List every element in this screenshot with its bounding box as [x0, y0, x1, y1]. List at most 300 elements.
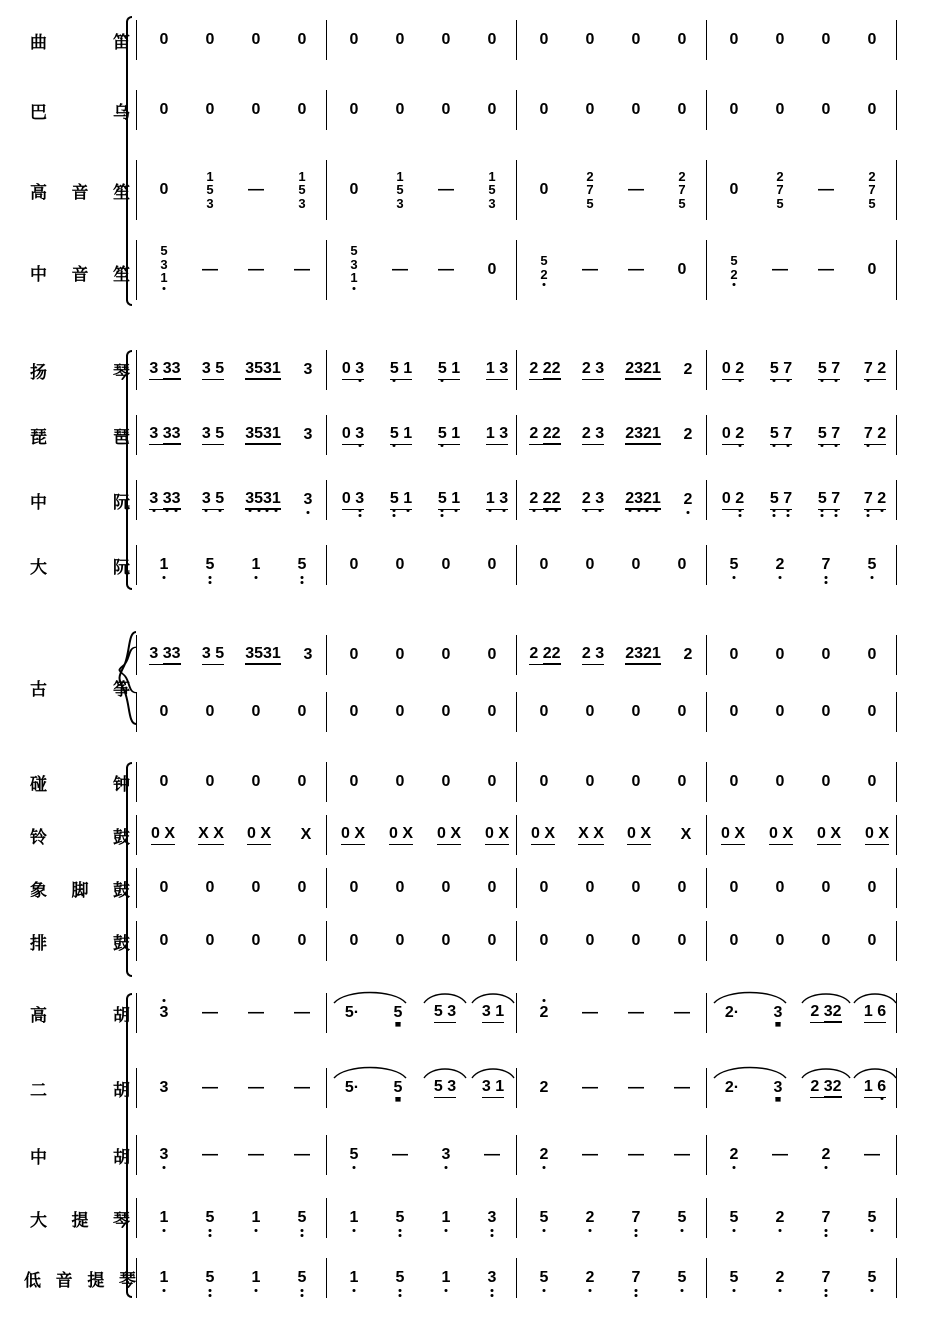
- note-cell: 0: [297, 773, 307, 790]
- note-cell: 5 7: [760, 350, 802, 390]
- note-cell: 0: [205, 932, 215, 949]
- instrument-name-daruan: 大 阮: [30, 557, 130, 577]
- instrument-name-zhongruan: 中 阮: [30, 492, 130, 512]
- note-cell: 0 X: [474, 815, 520, 855]
- note-cell: 0: [775, 879, 785, 896]
- note-cell: —: [628, 261, 644, 278]
- note-cell: 3 33: [140, 350, 190, 390]
- row-zhongruan: [0, 480, 947, 520]
- note-cell: 7: [631, 1269, 641, 1286]
- note-cell: 0: [539, 773, 549, 790]
- note-cell: 3531: [236, 480, 290, 520]
- note-cell: 1: [159, 556, 169, 573]
- note-cell: 2 32: [800, 993, 852, 1033]
- note-cell: 3 33: [140, 415, 190, 455]
- note-cell: 2·: [724, 1079, 740, 1096]
- note-cell: 0: [729, 31, 739, 48]
- row-daruan: [0, 545, 947, 585]
- note-cell: 3531: [236, 415, 290, 455]
- note-cell: 5 1: [380, 415, 422, 455]
- note-cell: 5: [349, 1146, 359, 1163]
- row-guzheng-lower: [0, 692, 947, 732]
- note-chord: 2 7 5: [678, 168, 686, 211]
- note-cell: 0: [729, 181, 739, 198]
- instrument-name-pengzhong: 碰 钟: [30, 774, 130, 794]
- note-cell: 0: [585, 31, 595, 48]
- note-cell: 0: [729, 703, 739, 720]
- note-cell: 0: [585, 101, 595, 118]
- note-cell: 5: [205, 1269, 215, 1286]
- note-cell: 0: [441, 703, 451, 720]
- note-cell: 7 2: [854, 480, 896, 520]
- note-cell: 0: [159, 773, 169, 790]
- note-cell: 3 33: [140, 635, 190, 675]
- note-cell: 0: [775, 773, 785, 790]
- note-cell: 1 3: [476, 415, 518, 455]
- note-cell: 0: [729, 932, 739, 949]
- staff-diyintiqin: [136, 1258, 929, 1298]
- note-cell: —: [248, 1146, 264, 1163]
- instrument-name-erhu: 二 胡: [30, 1080, 130, 1100]
- note-cell: 0: [251, 879, 261, 896]
- note-chord: 1 5 3: [298, 168, 306, 211]
- instrument-name-xiangjiaogu: 象 脚 鼓: [30, 880, 130, 900]
- note-cell: 0: [395, 101, 405, 118]
- staff-erhu: [136, 1068, 929, 1108]
- note-cell: 0 X: [758, 815, 804, 855]
- note-cell: 2: [775, 1269, 785, 1286]
- note-cell: 5: [867, 1209, 877, 1226]
- note-cell: 0: [349, 181, 359, 198]
- staff-datiqin: [136, 1198, 929, 1238]
- note-cell: 0 X: [426, 815, 472, 855]
- note-cell: 0: [821, 879, 831, 896]
- note-cell: 2: [775, 556, 785, 573]
- note-cell: —: [582, 261, 598, 278]
- note-cell: 5: [867, 1269, 877, 1286]
- note-cell: —: [294, 1146, 310, 1163]
- note-chord: 1 5 3: [206, 168, 214, 211]
- note-cell: 3: [303, 361, 313, 378]
- note-cell: 0: [775, 703, 785, 720]
- note-cell: 7: [631, 1209, 641, 1226]
- note-cell: 5: [867, 556, 877, 573]
- note-chord: 2 7 5: [776, 168, 784, 211]
- instrument-name-datiqin: 大 提 琴: [30, 1210, 130, 1230]
- note-cell: 0: [349, 31, 359, 48]
- note-cell: 0 3: [332, 480, 374, 520]
- note-cell: 0: [159, 181, 169, 198]
- note-cell: 2 22: [520, 350, 570, 390]
- note-cell: 1: [349, 1269, 359, 1286]
- staff-qudi: [136, 20, 929, 60]
- note-cell: 3: [773, 1004, 783, 1021]
- note-cell: 0: [441, 879, 451, 896]
- note-cell: —: [248, 181, 264, 198]
- note-cell: 0: [867, 773, 877, 790]
- note-cell: 0: [349, 879, 359, 896]
- note-cell: 0: [349, 773, 359, 790]
- note-cell: 0: [487, 879, 497, 896]
- note-cell: —: [202, 1079, 218, 1096]
- note-cell: 2 22: [520, 635, 570, 675]
- note-cell: 0: [585, 703, 595, 720]
- note-cell: 5: [297, 1209, 307, 1226]
- note-cell: X: [300, 826, 312, 843]
- instrument-name-bawu: 巴 乌: [30, 102, 130, 122]
- note-cell: 0: [349, 556, 359, 573]
- note-cell: 0: [297, 879, 307, 896]
- note-cell: 0: [251, 932, 261, 949]
- note-cell: 0: [159, 31, 169, 48]
- staff-gaohu: [136, 993, 929, 1033]
- note-cell: —: [628, 1079, 644, 1096]
- note-cell: 3: [159, 1004, 169, 1021]
- note-cell: —: [294, 1079, 310, 1096]
- note-cell: 0: [821, 703, 831, 720]
- note-cell: 0: [205, 101, 215, 118]
- note-cell: 0 X: [616, 815, 662, 855]
- note-cell: 0: [159, 101, 169, 118]
- note-cell: 0: [251, 101, 261, 118]
- instrument-name-zhonghu: 中 胡: [30, 1147, 130, 1167]
- note-cell: X: [680, 826, 692, 843]
- note-cell: 0: [441, 646, 451, 663]
- instrument-name-paigu: 排 鼓: [30, 933, 130, 953]
- note-cell: 0: [441, 932, 451, 949]
- note-cell: 5: [677, 1269, 687, 1286]
- note-cell: 0: [677, 703, 687, 720]
- note-cell: 5: [539, 1209, 549, 1226]
- note-cell: 0 X: [806, 815, 852, 855]
- note-cell: 0: [395, 932, 405, 949]
- note-chord: 1 5 3: [396, 168, 404, 211]
- note-cell: 0: [251, 773, 261, 790]
- note-cell: 5 3: [422, 993, 468, 1033]
- note-cell: 3: [487, 1269, 497, 1286]
- note-cell: 0: [775, 932, 785, 949]
- note-cell: 0: [159, 932, 169, 949]
- note-cell: 2: [683, 426, 693, 443]
- note-cell: 0: [585, 773, 595, 790]
- note-cell: 3 5: [192, 635, 234, 675]
- staff-guzheng-upper: [136, 635, 929, 675]
- staff-zhonghu: [136, 1135, 929, 1175]
- note-cell: —: [438, 261, 454, 278]
- note-chord: 5 3 1: [350, 243, 358, 286]
- note-cell: 2: [683, 361, 693, 378]
- row-zhongyinsheng: [0, 240, 947, 300]
- note-cell: 0: [251, 703, 261, 720]
- note-cell: 0 2: [712, 350, 754, 390]
- note-cell: 0: [539, 181, 549, 198]
- note-cell: 5: [395, 1269, 405, 1286]
- note-cell: 7: [821, 1269, 831, 1286]
- staff-pengzhong: [136, 762, 929, 802]
- note-cell: 0 X: [330, 815, 376, 855]
- note-cell: 2 22: [520, 415, 570, 455]
- row-zhonghu: [0, 1135, 947, 1175]
- note-chord: 2 7 5: [586, 168, 594, 211]
- note-cell: 0: [867, 703, 877, 720]
- instrument-name-linggu: 铃 鼓: [30, 827, 130, 847]
- note-cell: 2321: [616, 350, 670, 390]
- note-cell: —: [772, 261, 788, 278]
- note-cell: 5: [395, 1209, 405, 1226]
- note-cell: 3 5: [192, 480, 234, 520]
- note-cell: 2321: [616, 480, 670, 520]
- note-cell: 0: [539, 101, 549, 118]
- note-cell: 0: [441, 773, 451, 790]
- note-cell: 0: [821, 31, 831, 48]
- note-cell: 1: [349, 1209, 359, 1226]
- note-cell: —: [628, 181, 644, 198]
- note-cell: 0: [205, 703, 215, 720]
- note-cell: 0 2: [712, 480, 754, 520]
- note-cell: X X: [188, 815, 234, 855]
- note-cell: 3: [487, 1209, 497, 1226]
- note-cell: 5 1: [428, 415, 470, 455]
- note-cell: 3 5: [192, 415, 234, 455]
- note-cell: —: [674, 1079, 690, 1096]
- note-cell: 5 7: [760, 415, 802, 455]
- staff-yangqin: [136, 350, 929, 390]
- note-cell: 5·: [344, 1079, 360, 1096]
- note-cell: —: [674, 1004, 690, 1021]
- note-cell: 5: [297, 556, 307, 573]
- note-cell: 0: [395, 879, 405, 896]
- note-cell: 3: [773, 1079, 783, 1096]
- note-cell: 0: [631, 31, 641, 48]
- note-cell: 2: [683, 646, 693, 663]
- note-cell: 0 2: [712, 415, 754, 455]
- note-cell: 0: [441, 31, 451, 48]
- note-cell: 5: [729, 1209, 739, 1226]
- note-cell: —: [818, 261, 834, 278]
- note-cell: 5: [677, 1209, 687, 1226]
- note-cell: 0: [297, 703, 307, 720]
- staff-paigu: [136, 921, 929, 961]
- row-bawu: [0, 90, 947, 130]
- note-cell: 2321: [616, 415, 670, 455]
- note-cell: 1: [251, 556, 261, 573]
- note-cell: 0: [205, 31, 215, 48]
- staff-gaoyinsheng: [136, 160, 929, 220]
- note-chord: 1 5 3: [488, 168, 496, 211]
- row-pengzhong: [0, 762, 947, 802]
- note-cell: 0: [539, 879, 549, 896]
- note-cell: 5 3: [422, 1068, 468, 1108]
- note-cell: 5: [729, 1269, 739, 1286]
- note-cell: 0: [395, 556, 405, 573]
- instrument-name-gaohu: 高 胡: [30, 1005, 130, 1025]
- instrument-name-gaoyinsheng: 高 音 笙: [30, 182, 130, 202]
- note-cell: 1: [159, 1269, 169, 1286]
- note-cell: 0: [677, 101, 687, 118]
- note-cell: 0: [677, 556, 687, 573]
- note-cell: 5 7: [808, 350, 850, 390]
- note-cell: 0: [159, 703, 169, 720]
- note-cell: 5 1: [428, 480, 470, 520]
- row-linggu: [0, 815, 947, 855]
- instrument-name-qudi: 曲 笛: [30, 32, 130, 52]
- note-cell: 2: [539, 1146, 549, 1163]
- note-cell: 0 3: [332, 415, 374, 455]
- note-cell: 0: [677, 31, 687, 48]
- note-cell: 0 X: [854, 815, 900, 855]
- note-cell: 2 3: [572, 415, 614, 455]
- note-cell: 0: [585, 879, 595, 896]
- row-diyintiqin: [0, 1258, 947, 1298]
- note-chord: 5 3 1: [160, 243, 168, 286]
- instrument-name-zhongyinsheng: 中 音 笙: [30, 264, 130, 284]
- note-cell: 0: [867, 879, 877, 896]
- note-cell: 1: [159, 1209, 169, 1226]
- row-yangqin: [0, 350, 947, 390]
- note-cell: 0: [631, 101, 641, 118]
- note-cell: 0: [539, 703, 549, 720]
- note-cell: —: [202, 1146, 218, 1163]
- note-cell: 5: [539, 1269, 549, 1286]
- instrument-name-yangqin: 扬 琴: [30, 362, 130, 382]
- note-cell: 7: [821, 1209, 831, 1226]
- note-cell: 2: [775, 1209, 785, 1226]
- note-cell: —: [582, 1004, 598, 1021]
- note-cell: 1 6: [852, 993, 898, 1033]
- note-cell: 0: [297, 31, 307, 48]
- note-cell: 0 3: [332, 350, 374, 390]
- note-cell: 3: [303, 646, 313, 663]
- note-cell: 0: [677, 932, 687, 949]
- note-cell: 7: [821, 556, 831, 573]
- note-cell: 3531: [236, 350, 290, 390]
- note-cell: 1: [441, 1209, 451, 1226]
- note-cell: 0: [487, 31, 497, 48]
- note-cell: —: [392, 261, 408, 278]
- note-cell: 2: [821, 1146, 831, 1163]
- note-cell: 3531: [236, 635, 290, 675]
- row-datiqin: [0, 1198, 947, 1238]
- row-erhu: [0, 1068, 947, 1108]
- note-cell: 0: [631, 703, 641, 720]
- note-cell: —: [582, 1079, 598, 1096]
- note-cell: 3 1: [470, 993, 516, 1033]
- note-cell: —: [392, 1146, 408, 1163]
- note-cell: 0: [677, 773, 687, 790]
- note-cell: 0 X: [236, 815, 282, 855]
- note-cell: 0: [395, 646, 405, 663]
- note-cell: 2 3: [572, 350, 614, 390]
- note-cell: 0 X: [378, 815, 424, 855]
- note-cell: 0: [395, 31, 405, 48]
- instrument-name-diyintiqin: 低 音 提 琴: [24, 1270, 136, 1290]
- note-cell: —: [248, 261, 264, 278]
- row-gaoyinsheng: [0, 160, 947, 220]
- note-cell: 2 32: [800, 1068, 852, 1108]
- note-cell: 0: [159, 879, 169, 896]
- note-cell: 3: [159, 1146, 169, 1163]
- row-xiangjiaogu: [0, 868, 947, 908]
- note-cell: 0: [821, 932, 831, 949]
- note-cell: 0 X: [710, 815, 756, 855]
- note-cell: 0: [729, 646, 739, 663]
- note-cell: 0: [677, 261, 687, 278]
- note-cell: 0: [539, 932, 549, 949]
- note-cell: 0: [821, 773, 831, 790]
- staff-linggu: [136, 815, 929, 855]
- note-cell: 0: [631, 773, 641, 790]
- note-cell: 1: [251, 1209, 261, 1226]
- note-cell: 5 7: [808, 415, 850, 455]
- row-paigu: [0, 921, 947, 961]
- note-cell: 0: [585, 932, 595, 949]
- note-cell: 0: [821, 646, 831, 663]
- note-cell: 0: [867, 932, 877, 949]
- note-cell: 5: [297, 1269, 307, 1286]
- note-cell: —: [202, 1004, 218, 1021]
- note-cell: 3 5: [192, 350, 234, 390]
- note-cell: 0: [349, 932, 359, 949]
- note-cell: 0: [729, 879, 739, 896]
- note-cell: 2: [683, 491, 693, 508]
- note-cell: 0: [729, 773, 739, 790]
- note-cell: —: [438, 181, 454, 198]
- note-cell: 0: [487, 932, 497, 949]
- row-pipa: [0, 415, 947, 455]
- note-cell: 0: [867, 646, 877, 663]
- note-cell: 0: [585, 556, 595, 573]
- note-cell: 0: [205, 879, 215, 896]
- note-cell: 0: [251, 31, 261, 48]
- note-cell: 0: [677, 879, 687, 896]
- note-chord: 2 7 5: [868, 168, 876, 211]
- note-cell: 5 7: [808, 480, 850, 520]
- note-cell: 0: [775, 31, 785, 48]
- note-cell: 0: [487, 703, 497, 720]
- note-cell: 0 X: [520, 815, 566, 855]
- note-cell: 2 3: [572, 480, 614, 520]
- note-cell: 0: [297, 932, 307, 949]
- note-cell: 3: [303, 491, 313, 508]
- note-cell: 0: [775, 101, 785, 118]
- note-cell: 0: [297, 101, 307, 118]
- note-cell: —: [248, 1004, 264, 1021]
- note-cell: 0: [349, 703, 359, 720]
- note-cell: 0: [631, 556, 641, 573]
- note-cell: —: [628, 1004, 644, 1021]
- note-cell: 0: [821, 101, 831, 118]
- note-cell: 0: [867, 101, 877, 118]
- staff-bawu: [136, 90, 929, 130]
- note-cell: 3 33: [140, 480, 190, 520]
- note-cell: 5·: [344, 1004, 360, 1021]
- note-cell: 0: [729, 101, 739, 118]
- note-cell: 5 1: [428, 350, 470, 390]
- note-cell: 0: [539, 556, 549, 573]
- note-cell: 3 1: [470, 1068, 516, 1108]
- note-cell: —: [294, 261, 310, 278]
- note-cell: 0: [487, 556, 497, 573]
- note-cell: —: [772, 1146, 788, 1163]
- note-cell: 0: [775, 646, 785, 663]
- note-cell: —: [248, 1079, 264, 1096]
- note-cell: 0: [487, 101, 497, 118]
- note-cell: —: [864, 1146, 880, 1163]
- note-cell: 2: [585, 1209, 595, 1226]
- note-cell: 3: [441, 1146, 451, 1163]
- note-cell: 1: [441, 1269, 451, 1286]
- note-cell: 1 3: [476, 480, 518, 520]
